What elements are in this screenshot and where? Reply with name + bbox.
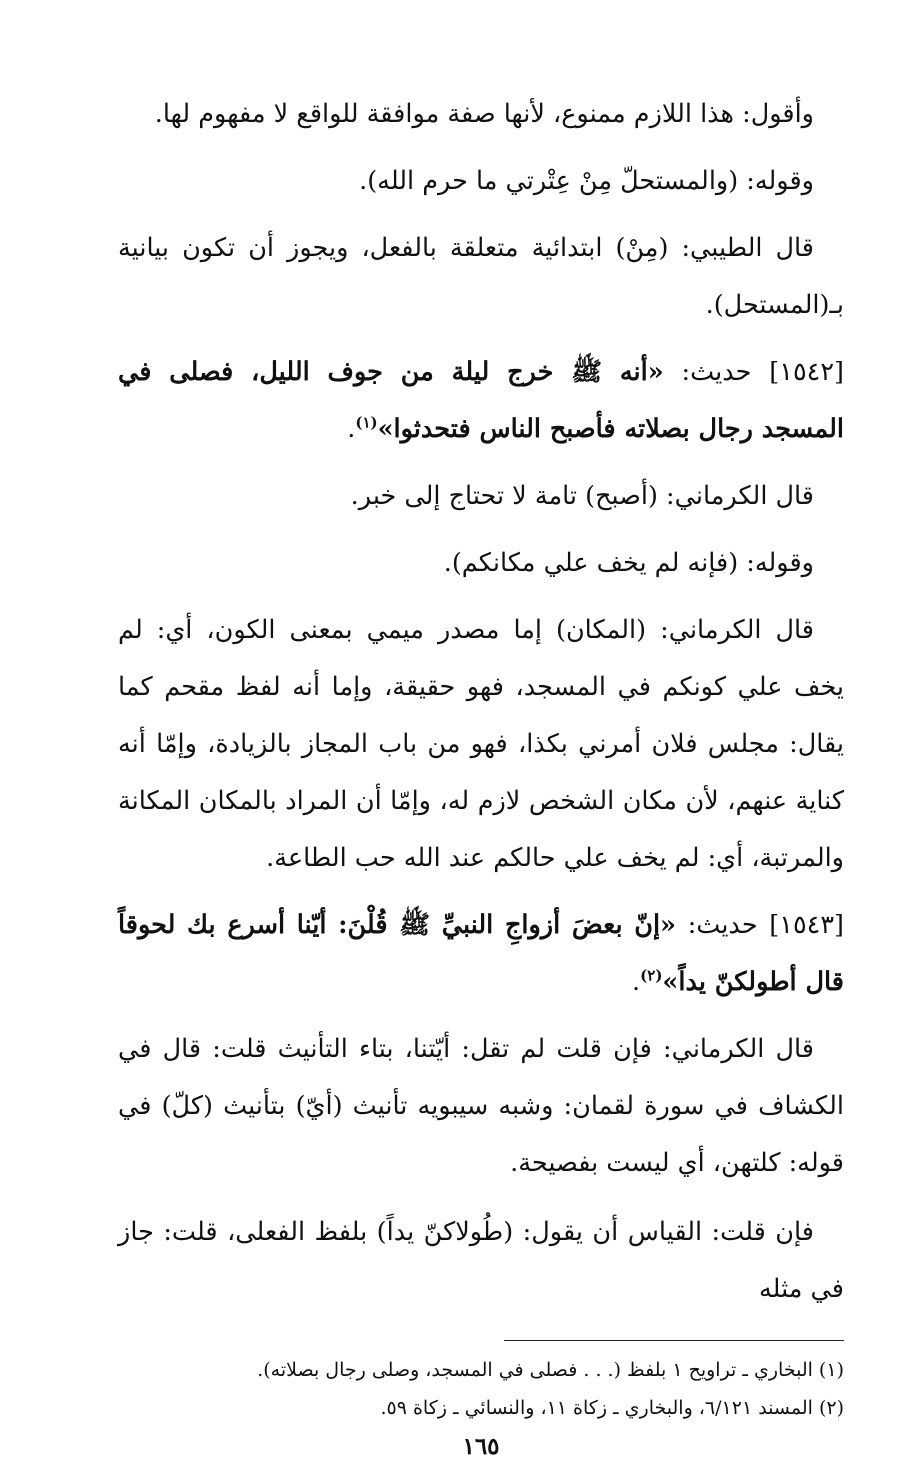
hadith-text: «أنه ﷺ خرج ليلة من جوف الليل، فصلى في المسجد رجال بصلاته فأصبح الناس فتحدثوا» xyxy=(118,357,844,444)
footnote-1: (١) البخاري ـ تراويح ١ بلفظ (. . . فصلى في المسجد، وصلى رجال بصلاته). xyxy=(257,1359,844,1381)
hadith-text: «إنّ بعضَ أزواجِ النبيِّ ﷺ قُلْنَ: أيّنا أسرع بك لحوقاً قال أطولكنّ يداً» xyxy=(118,910,844,997)
paragraph-tibi: قال الطيبي: (مِنْ) ابتدائية متعلقة بالفعل، ويجوز أن تكون بيانية بـ(المستحل). xyxy=(118,233,844,320)
footnote-divider xyxy=(504,1340,844,1341)
hadith-lead: حديث: xyxy=(687,910,758,940)
paragraph-kirmani-ayyatuna: قال الكرماني: فإن قلت لم تقل: أيّتنا، بتاء التأنيث قلت: قال في الكشاف في سورة لقمان: وشبه سيبويه تأنيث (أيّ) بتأنيث (كلّ) في قوله: كلتهن، أي ليست بفصيحة. xyxy=(118,1034,844,1178)
footnote-2: (٢) المسند ٦/١٢١، والبخاري ـ زكاة ١١، والنسائي ـ زكاة ٥٩. xyxy=(380,1397,844,1419)
hadith-number: [١٥٤٣] xyxy=(769,910,844,940)
hadith-1542: [١٥٤٢] حديث: «أنه ﷺ خرج ليلة من جوف الليل، فصلى في المسجد رجال بصلاته فأصبح الناس فتحدثوا»$^{(١)}$. xyxy=(118,357,844,444)
paragraph-qawluh-itrati: وقوله: (والمستحلّ مِنْ عِتْرتي ما حرم الله). xyxy=(359,166,814,196)
hadith-1543: [١٥٤٣] حديث: «إنّ بعضَ أزواجِ النبيِّ ﷺ قُلْنَ: أيّنا أسرع بك لحوقاً قال أطولكنّ يداً»$^{(٢)}$. xyxy=(118,910,844,997)
paragraph-qiyas: فإن قلت: القياس أن يقول: (طُولاكنّ يداً) بلفظ الفعلى، قلت: جاز في مثله xyxy=(118,1217,844,1304)
hadith-lead: حديث: xyxy=(681,357,752,387)
paragraph-kirmani-asbaha: قال الكرماني: (أصبح) تامة لا تحتاج إلى خبر. xyxy=(350,481,814,511)
footnote-ref: (٢) xyxy=(640,966,663,985)
paragraph-qawluh-makanakum: وقوله: (فإنه لم يخف علي مكانكم). xyxy=(443,548,814,578)
paragraph-aqul: وأقول: هذا اللازم ممنوع، لأنها صفة موافقة للواقع لا مفهوم لها. xyxy=(154,99,814,129)
page-number: ١٦٥ xyxy=(462,1433,500,1460)
footnote-ref: (١) xyxy=(355,413,378,432)
paragraph-kirmani-makan: قال الكرماني: (المكان) إما مصدر ميمي بمعنى الكون، أي: لم يخف علي كونكم في المسجد، فهو حقيقة، وإما أنه لفظ مقحم كما يقال: مجلس فلان أمرني بكذا، فهو من باب المجاز بالزيادة، وإمّا أنه كناية عنهم، لأن مكان الشخص لازم له، وإمّا أن المراد بالمكان المكانة والمرتبة، أي: لم يخف علي حالكم عند الله حب الطاعة. xyxy=(118,615,844,873)
hadith-number: [١٥٤٢] xyxy=(769,357,844,387)
